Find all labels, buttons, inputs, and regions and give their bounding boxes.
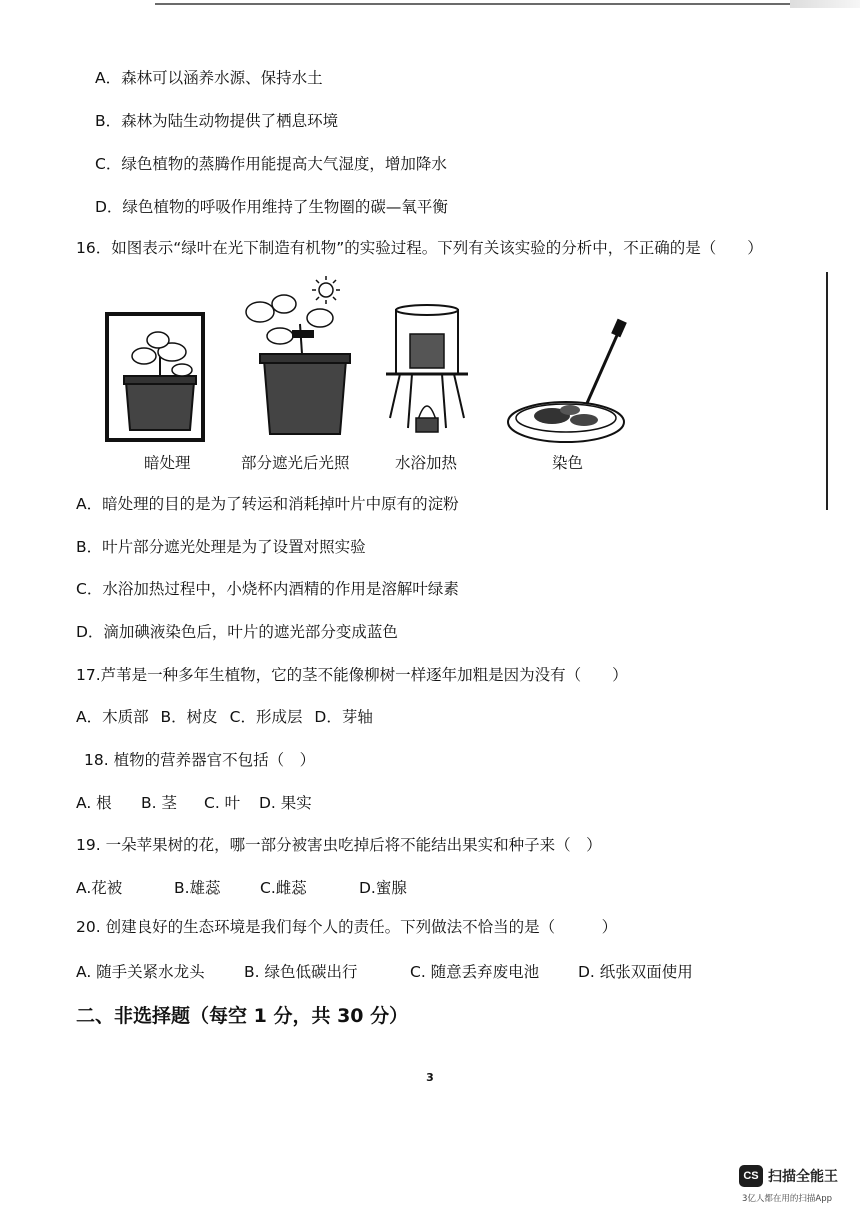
q18-option-a: A. 根 [76,794,112,812]
q18-option-c: C. 叶 [204,794,241,812]
q15-option-c: C．绿色植物的蒸腾作用能提高大气湿度，增加降水 [95,155,447,173]
section-two-title: 二、非选择题（每空 1 分，共 30 分） [76,1005,409,1027]
side-margin-mark [826,272,828,510]
q18-stem: 18. 植物的营养器官不包括（ ） [84,751,316,769]
page-number: 3 [426,1071,434,1084]
q16-stem: 16．如图表示“绿叶在光下制造有机物”的实验过程。下列有关该实验的分析中，不正确的是（ ） [76,239,763,257]
figure-caption-dark-treatment: 暗处理 [144,454,191,472]
q19-stem: 19. 一朵苹果树的花，哪一部分被害虫吃掉后将不能结出果实和种子来（ ） [76,836,602,854]
q15-option-b: B．森林为陆生动物提供了栖息环境 [95,112,339,130]
q17-stem: 17.芦苇是一种多年生植物，它的茎不能像柳树一样逐年加粗是因为没有（ ） [76,666,628,684]
scanner-tagline: 3亿人都在用的扫描App [742,1194,833,1204]
figure-caption-staining: 染色 [552,454,584,472]
q16-option-d: D．滴加碘液染色后，叶片的遮光部分变成蓝色 [76,623,398,641]
scanner-logo-icon: CS [739,1165,763,1187]
q20-option-a: A. 随手关紧水龙头 [76,963,205,981]
q17-option-a: A．木质部 [76,708,149,726]
q16-option-b: B．叶片部分遮光处理是为了设置对照实验 [76,538,366,556]
scan-edge-shadow [790,0,860,8]
figure-partial-shading [240,274,356,444]
q20-option-b: B. 绿色低碳出行 [244,963,358,981]
q18-option-d: D. 果实 [259,794,312,812]
q20-stem: 20. 创建良好的生态环境是我们每个人的责任。下列做法不恰当的是（ ） [76,918,618,936]
q17-option-c: C．形成层 [229,708,303,726]
figure-staining [504,318,634,446]
top-rule [155,3,800,5]
q17-options [76,707,373,727]
q20-option-d: D. 纸张双面使用 [578,963,693,981]
figure-water-bath [382,300,472,446]
q20-option-c: C. 随意丢弃废电池 [410,963,540,981]
q17-option-b: B．树皮 [160,708,218,726]
q18-option-b: B. 茎 [141,794,177,812]
q17-option-d: D．芽轴 [314,708,373,726]
figure-caption-partial-shading: 部分遮光后光照 [241,454,350,472]
q16-option-c: C．水浴加热过程中，小烧杯内酒精的作用是溶解叶绿素 [76,580,459,598]
figure-caption-water-bath: 水浴加热 [395,454,458,472]
q15-option-d: D．绿色植物的呼吸作用维持了生物圈的碳—氧平衡 [95,198,448,216]
q19-option-a: A.花被 [76,879,123,897]
q19-option-c: C.雌蕊 [260,879,307,897]
q19-option-d: D.蜜腺 [359,879,407,897]
q16-option-a: A．暗处理的目的是为了转运和消耗掉叶片中原有的淀粉 [76,495,459,513]
scanner-app-name: 扫描全能王 [768,1169,838,1185]
figure-dark-treatment [104,310,214,442]
q15-option-a: A．森林可以涵养水源、保持水土 [95,69,323,87]
q19-option-b: B.雄蕊 [174,879,221,897]
